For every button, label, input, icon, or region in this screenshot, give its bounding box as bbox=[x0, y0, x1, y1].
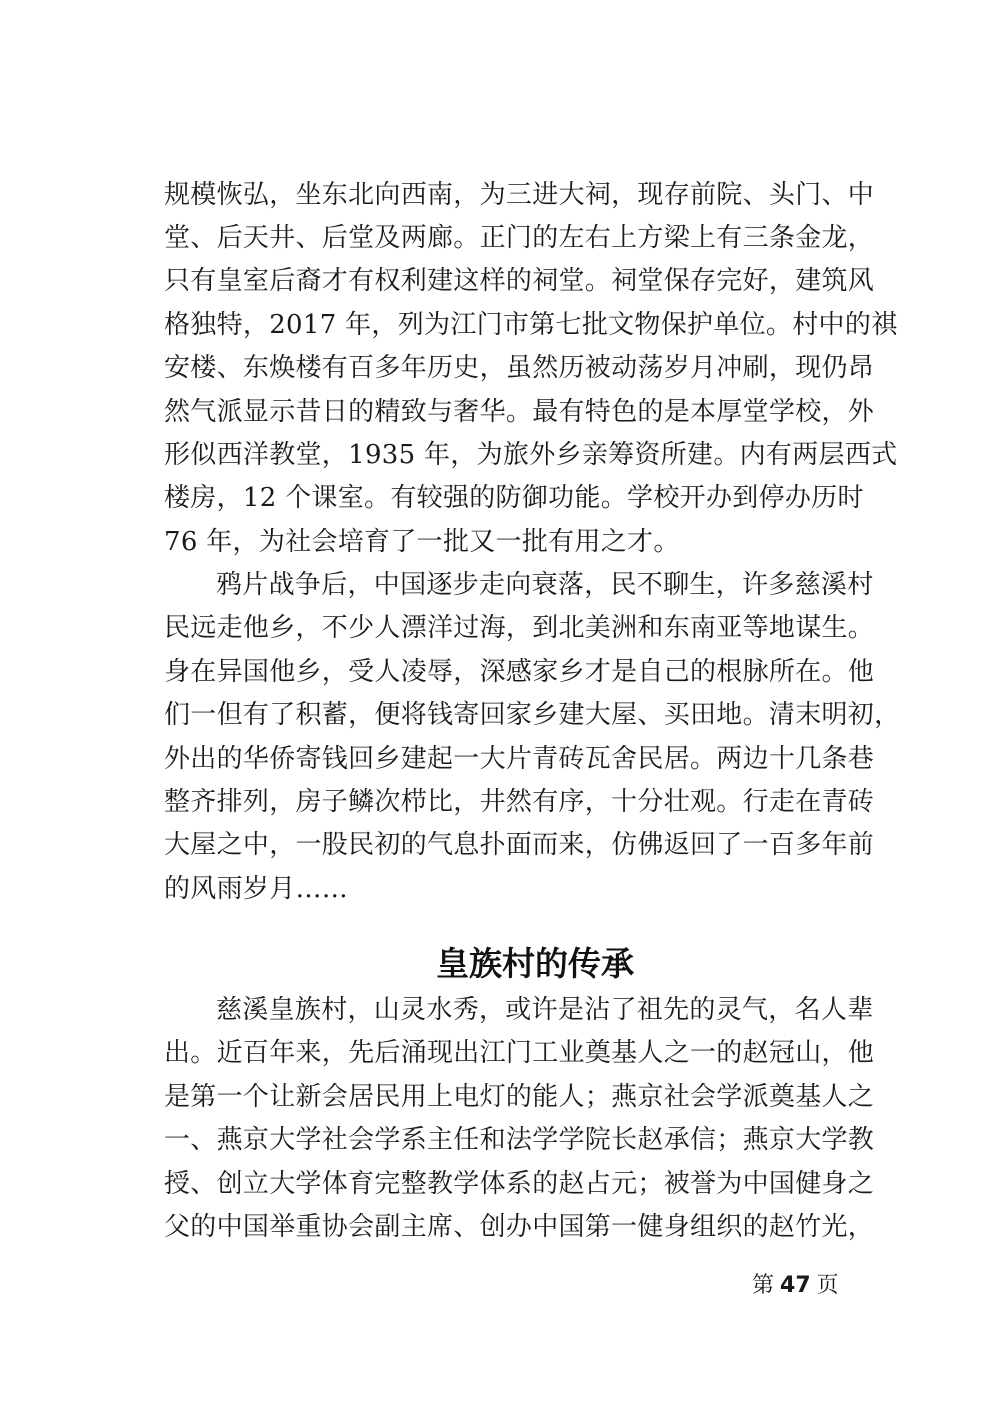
text-line: 然气派显示昔日的精致与奢华。最有特色的是本厚堂学校，外 bbox=[164, 397, 875, 427]
text-line: 大屋之中，一股民初的气息扑面而来，仿佛返回了一百多年前 bbox=[164, 830, 875, 860]
text-line: 鸦片战争后，中国逐步走向衰落，民不聊生，许多慈溪村 bbox=[216, 570, 874, 600]
text-line: 格独特，2017 年，列为江门市第七批文物保护单位。村中的祺 bbox=[164, 310, 898, 340]
text-line: 形似西洋教堂，1935 年，为旅外乡亲筹资所建。内有两层西式 bbox=[164, 440, 898, 470]
text-line: 父的中国举重协会副主席、创办中国第一健身组织的赵竹光， bbox=[164, 1212, 875, 1242]
page-suffix: 页 bbox=[816, 1273, 839, 1298]
text-line: 只有皇室后裔才有权利建这样的祠堂。祠堂保存完好，建筑风 bbox=[164, 266, 875, 296]
text-line: 们一但有了积蓄，便将钱寄回家乡建大屋、买田地。清末明初， bbox=[164, 700, 901, 730]
text-line: 慈溪皇族村，山灵水秀，或许是沾了祖先的灵气，名人辈 bbox=[216, 995, 874, 1025]
text-line: 的风雨岁月…… bbox=[164, 874, 349, 904]
page-number: 47 bbox=[780, 1273, 811, 1298]
text-line: 是第一个让新会居民用上电灯的能人；燕京社会学派奠基人之 bbox=[164, 1082, 875, 1112]
page-prefix: 第 bbox=[752, 1273, 775, 1298]
text-line: 楼房，12 个课室。有较强的防御功能。学校开办到停办历时 bbox=[164, 483, 864, 513]
text-line: 安楼、东焕楼有百多年历史，虽然历被动荡岁月冲刷，现仍昂 bbox=[164, 353, 875, 383]
text-line: 堂、后天井、后堂及两廊。正门的左右上方梁上有三条金龙， bbox=[164, 223, 875, 253]
text-line: 出。近百年来，先后涌现出江门工业奠基人之一的赵冠山，他 bbox=[164, 1038, 875, 1068]
text-line: 整齐排列，房子鳞次栉比，井然有序，十分壮观。行走在青砖 bbox=[164, 787, 875, 817]
section-heading: 皇族村的传承 bbox=[436, 944, 634, 983]
page-number-footer bbox=[752, 1271, 839, 1301]
text-line: 民远走他乡，不少人漂洋过海，到北美洲和东南亚等地谋生。 bbox=[164, 613, 875, 643]
text-line: 授、创立大学体育完整教学体系的赵占元；被誉为中国健身之 bbox=[164, 1169, 875, 1199]
text-line: 规模恢弘，坐东北向西南，为三进大祠，现存前院、头门、中 bbox=[164, 180, 875, 210]
text-line: 76 年，为社会培育了一批又一批有用之才。 bbox=[164, 527, 680, 557]
text-line: 身在异国他乡，受人凌辱，深感家乡才是自己的根脉所在。他 bbox=[164, 657, 875, 687]
text-line: 一、燕京大学社会学系主任和法学学院长赵承信；燕京大学教 bbox=[164, 1125, 875, 1155]
text-line: 外出的华侨寄钱回乡建起一大片青砖瓦舍民居。两边十几条巷 bbox=[164, 744, 875, 774]
